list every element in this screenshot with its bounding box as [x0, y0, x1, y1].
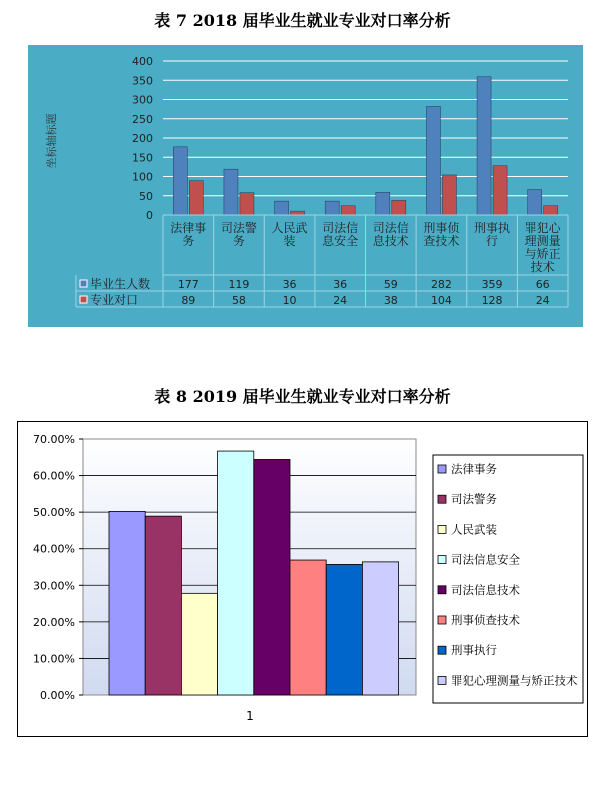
- chart-2-legend-swatch: [438, 556, 446, 564]
- chart-1-bar-matched: [442, 175, 456, 215]
- chart-2-legend-label: 司法信息技术: [451, 582, 520, 597]
- chart-1-y-tick-label: 300: [132, 93, 153, 107]
- chart-1-bar-matched: [291, 211, 305, 215]
- chart-1-legend-label: 毕业生人数: [90, 277, 151, 291]
- chart-1-data-value: 119: [228, 278, 250, 291]
- chart-2-legend-label: 刑事侦查技术: [451, 613, 520, 627]
- chart-1-bar-graduates: [426, 106, 440, 215]
- chart-1-data-value: 59: [383, 278, 398, 291]
- chart-1-data-value: 36: [282, 278, 297, 291]
- chart-1-y-tick-label: 350: [132, 74, 153, 88]
- chart-1-y-tick-label: 400: [132, 55, 153, 68]
- chart-1-legend-label: 专业对口: [90, 293, 139, 307]
- chart-2-caption: 表 8 2019 届毕业生就业专业对口率分析: [154, 387, 451, 406]
- chart-1-data-value: 177: [177, 278, 199, 291]
- chart-2-y-tick-label: 0.00%: [40, 689, 75, 702]
- chart-2-x-category: 1: [246, 709, 254, 723]
- chart-1-bar-matched: [544, 206, 558, 215]
- chart-1-graduates-vs-matched: [28, 45, 583, 327]
- chart-1-category-label: 司法信息安全: [322, 221, 359, 248]
- chart-2-legend-swatch: [438, 616, 446, 624]
- chart-2-bar: [254, 459, 290, 695]
- chart-1-bar-matched: [493, 166, 507, 215]
- chart-1-bar-graduates: [477, 77, 491, 215]
- chart-2-bar: [290, 560, 326, 695]
- chart-1-legend-swatch: [80, 280, 87, 287]
- chart-2-legend-swatch: [438, 525, 446, 533]
- chart-2-bar: [362, 562, 398, 695]
- chart-1-y-tick-label: 0: [146, 209, 153, 222]
- chart-2-bar: [326, 564, 362, 695]
- chart-2-legend-label: 司法信息安全: [451, 552, 520, 567]
- chart-1-bar-graduates: [325, 201, 339, 215]
- chart-1-category-label: 法律事务: [170, 221, 207, 248]
- chart-2-legend-label: 法律事务: [451, 462, 497, 476]
- chart-1-bar-graduates: [376, 192, 390, 215]
- chart-1-y-tick-label: 250: [132, 112, 153, 126]
- chart-2-bar: [145, 516, 181, 695]
- chart-1-bar-graduates: [224, 169, 238, 215]
- chart-2-legend-label: 人民武装: [451, 522, 497, 537]
- chart-1-data-value: 36: [333, 278, 348, 291]
- chart-2-y-tick-label: 40.00%: [33, 542, 75, 556]
- chart-1-data-value: 58: [231, 294, 246, 307]
- chart-1-category-label: 司法信息技术: [372, 221, 409, 248]
- chart-1-bar-matched: [189, 181, 203, 215]
- chart-2-y-tick-label: 50.00%: [33, 506, 75, 520]
- chart-2-bar: [218, 451, 254, 695]
- chart-2-y-tick-label: 20.00%: [33, 615, 75, 629]
- chart-1-y-tick-label: 150: [132, 151, 153, 165]
- chart-1-data-value: 89: [181, 294, 196, 307]
- chart-2-legend-label: 罪犯心理测量与矫正技术: [451, 673, 578, 688]
- chart-2-y-tick-label: 70.00%: [33, 433, 75, 446]
- chart-2-legend-swatch: [438, 646, 446, 654]
- chart-2-bar: [109, 511, 145, 695]
- chart-1-bar-matched: [240, 193, 254, 215]
- chart-1-y-axis-title: 坐标轴标题: [45, 113, 58, 169]
- chart-2-match-rate: [17, 421, 588, 737]
- chart-1-bar-graduates: [528, 190, 542, 215]
- chart-1-bar-graduates: [275, 201, 289, 215]
- chart-1-category-label: 人民武装: [271, 221, 308, 248]
- chart-1-data-value: 24: [333, 294, 348, 307]
- chart-1-data-value: 38: [383, 294, 398, 307]
- chart-1-data-value: 104: [430, 294, 452, 307]
- chart-1-data-value: 128: [481, 294, 503, 307]
- chart-1-category-label: 刑事侦查技术: [423, 221, 460, 248]
- chart-2-legend-swatch: [438, 465, 446, 473]
- chart-2-y-tick-label: 10.00%: [33, 652, 75, 666]
- chart-1-legend-swatch: [80, 296, 87, 303]
- chart-1-data-value: 24: [535, 294, 550, 307]
- chart-1-data-value: 359: [481, 278, 503, 291]
- chart-1-y-tick-label: 50: [139, 189, 153, 203]
- chart-1-bar-matched: [341, 206, 355, 215]
- chart-1-data-value: 66: [535, 278, 550, 291]
- chart-1-category-label: 罪犯心理测量与矫正技术: [524, 221, 561, 274]
- chart-2-legend-swatch: [438, 676, 446, 684]
- chart-2-legend-label: 刑事执行: [451, 643, 497, 658]
- chart-1-y-tick-label: 200: [132, 132, 153, 145]
- chart-2-legend-label: 司法警务: [451, 492, 497, 507]
- chart-2-legend-swatch: [438, 495, 446, 503]
- chart-1-category-label: 司法警务: [220, 221, 257, 248]
- chart-2-y-tick-label: 30.00%: [33, 579, 75, 593]
- chart-1-y-tick-label: 100: [132, 170, 153, 184]
- chart-2-bar: [181, 593, 217, 695]
- chart-1-bar-graduates: [173, 147, 187, 215]
- chart-2-y-tick-label: 60.00%: [33, 469, 75, 483]
- chart-1-category-label: 刑事执行: [474, 221, 511, 248]
- chart-2-legend-swatch: [438, 586, 446, 594]
- chart-1-bar-matched: [392, 200, 406, 215]
- chart-1-caption: 表 7 2018 届毕业生就业专业对口率分析: [154, 11, 451, 30]
- chart-1-data-value: 282: [430, 278, 452, 291]
- chart-1-data-value: 10: [282, 294, 297, 307]
